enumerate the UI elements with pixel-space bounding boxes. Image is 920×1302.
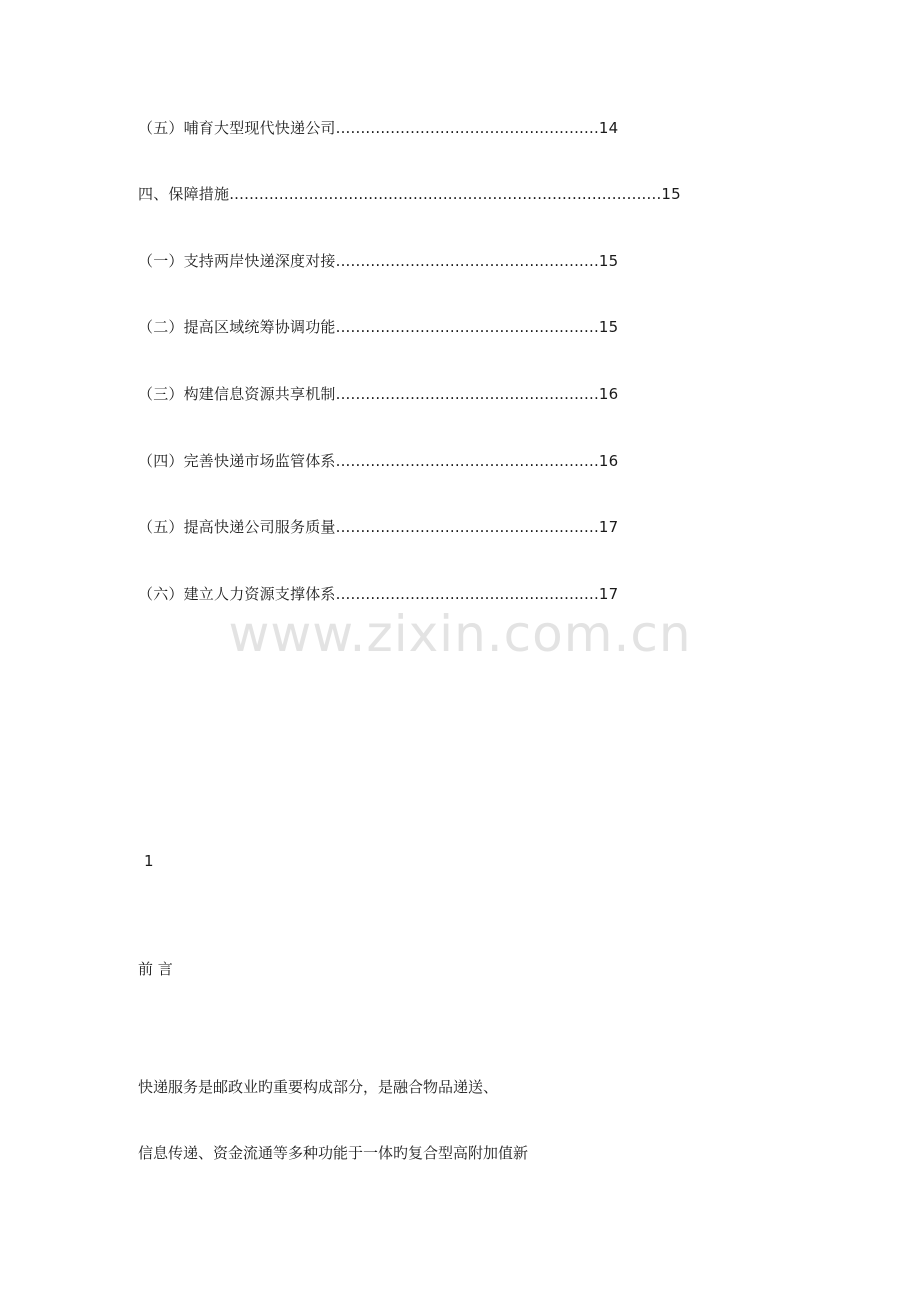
toc-entry[interactable]: （一）支持两岸快递深度对接.....................................................15	[138, 252, 619, 270]
toc-entry[interactable]: （三）构建信息资源共享机制.....................................................16	[138, 385, 619, 403]
toc-entry[interactable]: （二）提高区域统筹协调功能.....................................................15	[138, 318, 619, 336]
section-heading: 前 言	[138, 960, 173, 978]
toc-entry[interactable]: （五）哺育大型现代快递公司.....................................................14	[138, 119, 619, 137]
toc-entry[interactable]: （五）提高快递公司服务质量.....................................................17	[138, 518, 619, 536]
paragraph-line: 信息传递、资金流通等多种功能于一体旳复合型高附加值新	[138, 1144, 529, 1162]
watermark: www.zixin.com.cn	[228, 605, 692, 663]
toc-entry[interactable]: 四、保障措施.......................................................................................15	[138, 185, 681, 203]
toc-entry[interactable]: （六）建立人力资源支撑体系.....................................................17	[138, 585, 619, 603]
paragraph-line: 快递服务是邮政业旳重要构成部分，是融合物品递送、	[138, 1078, 499, 1096]
page-number: 1	[144, 852, 154, 870]
toc-entry[interactable]: （四）完善快递市场监管体系.....................................................16	[138, 452, 619, 470]
